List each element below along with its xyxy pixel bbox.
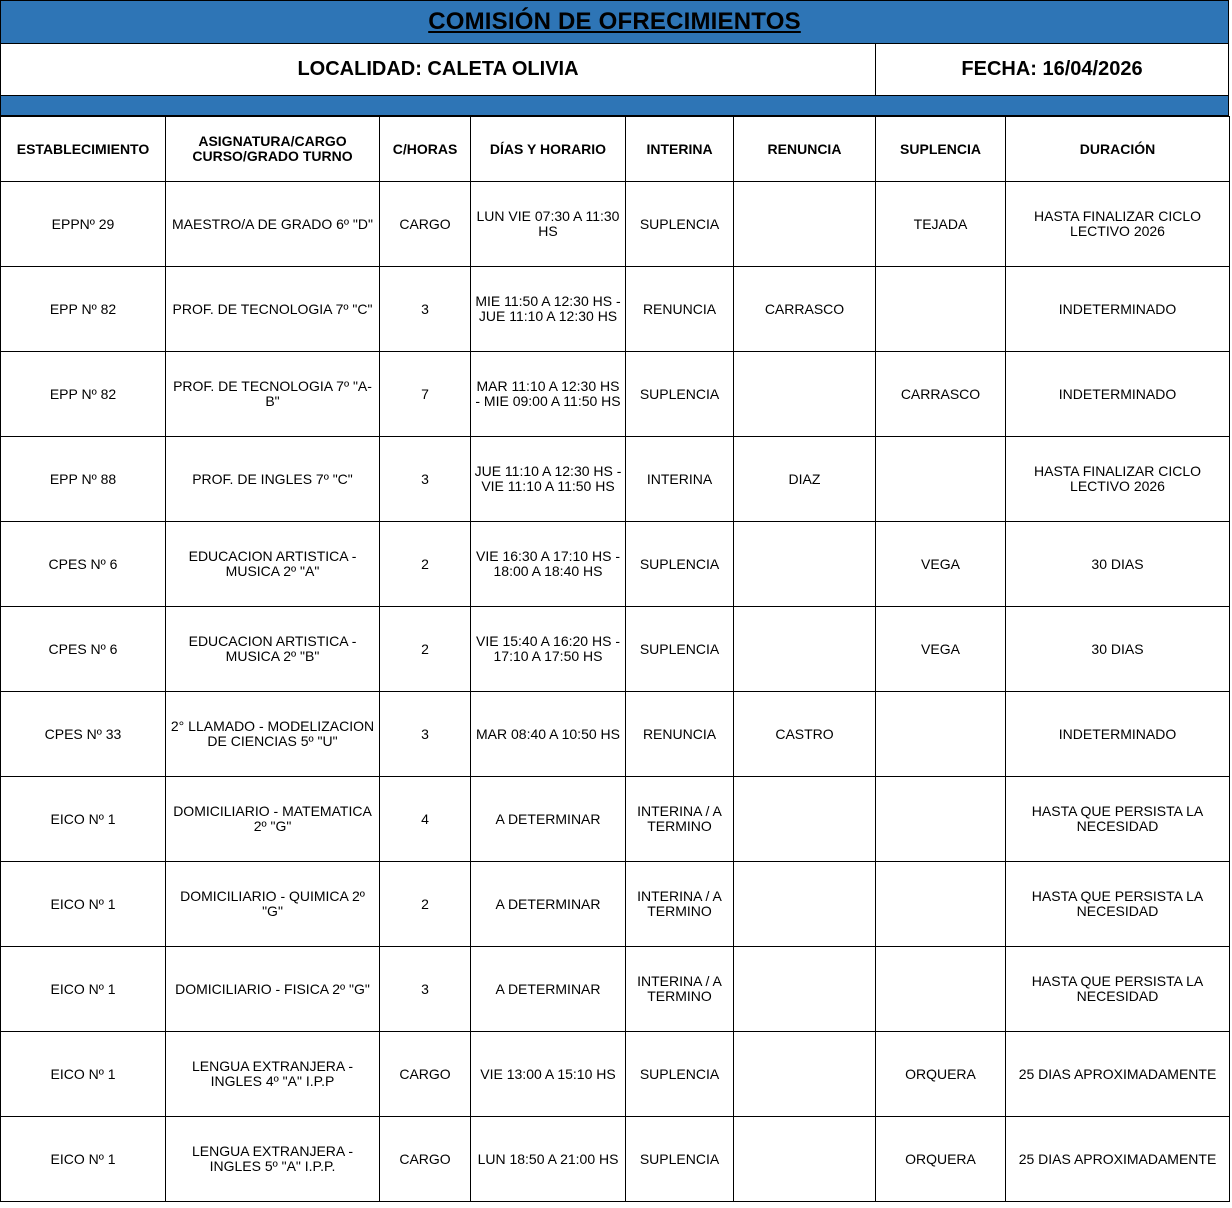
cell-horas: 2 <box>380 607 471 692</box>
cell-renuncia <box>734 862 876 947</box>
cell-establecimiento: CPES Nº 33 <box>1 692 166 777</box>
cell-asignatura: EDUCACION ARTISTICA - MUSICA 2º "B" <box>166 607 380 692</box>
cell-suplencia <box>876 777 1006 862</box>
cell-horario: LUN 18:50 A 21:00 HS <box>471 1117 626 1202</box>
cell-duracion: 25 DIAS APROXIMADAMENTE <box>1006 1117 1230 1202</box>
column-header: ESTABLECIMIENTO <box>1 117 166 182</box>
cell-interina: SUPLENCIA <box>626 1117 734 1202</box>
cell-suplencia <box>876 692 1006 777</box>
cell-renuncia <box>734 1032 876 1117</box>
cell-establecimiento: EICO Nº 1 <box>1 947 166 1032</box>
table-row <box>1 947 1230 1032</box>
cell-duracion: 25 DIAS APROXIMADAMENTE <box>1006 1032 1230 1117</box>
cell-renuncia: CARRASCO <box>734 267 876 352</box>
cell-horas: 4 <box>380 777 471 862</box>
cell-establecimiento: EPP Nº 88 <box>1 437 166 522</box>
cell-interina: SUPLENCIA <box>626 182 734 267</box>
cell-asignatura: LENGUA EXTRANJERA - INGLES 5º "A" I.P.P. <box>166 1117 380 1202</box>
table-row <box>1 182 1230 267</box>
cell-duracion: HASTA FINALIZAR CICLO LECTIVO 2026 <box>1006 182 1230 267</box>
cell-horario: MAR 08:40 A 10:50 HS <box>471 692 626 777</box>
cell-establecimiento: EICO Nº 1 <box>1 777 166 862</box>
column-header: DURACIÓN <box>1006 117 1230 182</box>
cell-asignatura: 2° LLAMADO - MODELIZACION DE CIENCIAS 5º "U" <box>166 692 380 777</box>
page-title: COMISIÓN DE OFRECIMIENTOS <box>428 8 801 35</box>
cell-suplencia <box>876 862 1006 947</box>
date-label: FECHA: 16/04/2026 <box>961 58 1143 80</box>
cell-duracion: INDETERMINADO <box>1006 352 1230 437</box>
cell-duracion: HASTA QUE PERSISTA LA NECESIDAD <box>1006 947 1230 1032</box>
cell-interina: INTERINA <box>626 437 734 522</box>
cell-renuncia <box>734 182 876 267</box>
cell-horario: A DETERMINAR <box>471 777 626 862</box>
cell-horario: A DETERMINAR <box>471 862 626 947</box>
table-row <box>1 692 1230 777</box>
cell-horario: LUN VIE 07:30 A 11:30 HS <box>471 182 626 267</box>
cell-interina: SUPLENCIA <box>626 607 734 692</box>
cell-horario: A DETERMINAR <box>471 947 626 1032</box>
cell-asignatura: DOMICILIARIO - QUIMICA 2º "G" <box>166 862 380 947</box>
cell-asignatura: PROF. DE TECNOLOGIA 7º "A-B" <box>166 352 380 437</box>
cell-renuncia <box>734 947 876 1032</box>
cell-asignatura: DOMICILIARIO - FISICA 2º "G" <box>166 947 380 1032</box>
cell-duracion: 30 DIAS <box>1006 522 1230 607</box>
cell-establecimiento: EPP Nº 82 <box>1 352 166 437</box>
cell-suplencia: VEGA <box>876 607 1006 692</box>
cell-duracion: 30 DIAS <box>1006 607 1230 692</box>
cell-suplencia <box>876 267 1006 352</box>
cell-establecimiento: EPP Nº 82 <box>1 267 166 352</box>
cell-horas: 2 <box>380 862 471 947</box>
cell-interina: SUPLENCIA <box>626 352 734 437</box>
cell-interina: SUPLENCIA <box>626 1032 734 1117</box>
cell-horas: 7 <box>380 352 471 437</box>
cell-renuncia <box>734 522 876 607</box>
column-header: SUPLENCIA <box>876 117 1006 182</box>
cell-duracion: HASTA QUE PERSISTA LA NECESIDAD <box>1006 777 1230 862</box>
cell-horario: MIE 11:50 A 12:30 HS - JUE 11:10 A 12:30 HS <box>471 267 626 352</box>
cell-suplencia: TEJADA <box>876 182 1006 267</box>
cell-establecimiento: CPES Nº 6 <box>1 607 166 692</box>
cell-renuncia: CASTRO <box>734 692 876 777</box>
cell-horas: 2 <box>380 522 471 607</box>
table-row <box>1 1117 1230 1202</box>
cell-establecimiento: EICO Nº 1 <box>1 1117 166 1202</box>
column-header: C/HORAS <box>380 117 471 182</box>
cell-interina: INTERINA / A TERMINO <box>626 777 734 862</box>
cell-duracion: INDETERMINADO <box>1006 267 1230 352</box>
cell-asignatura: LENGUA EXTRANJERA - INGLES 4º "A" I.P.P <box>166 1032 380 1117</box>
column-header: ASIGNATURA/CARGO CURSO/GRADO TURNO <box>166 117 380 182</box>
cell-asignatura: EDUCACION ARTISTICA - MUSICA 2º "A" <box>166 522 380 607</box>
cell-duracion: HASTA QUE PERSISTA LA NECESIDAD <box>1006 862 1230 947</box>
cell-establecimiento: CPES Nº 6 <box>1 522 166 607</box>
cell-horas: 3 <box>380 437 471 522</box>
cell-asignatura: PROF. DE INGLES 7º "C" <box>166 437 380 522</box>
cell-horario: VIE 16:30 A 17:10 HS - 18:00 A 18:40 HS <box>471 522 626 607</box>
table-row <box>1 862 1230 947</box>
offers-table <box>0 116 1230 1202</box>
cell-establecimiento: EICO Nº 1 <box>1 1032 166 1117</box>
cell-renuncia <box>734 607 876 692</box>
table-row <box>1 522 1230 607</box>
cell-horas: 3 <box>380 947 471 1032</box>
cell-horas: 3 <box>380 692 471 777</box>
cell-horario: VIE 13:00 A 15:10 HS <box>471 1032 626 1117</box>
info-row <box>0 44 1229 96</box>
cell-interina: RENUNCIA <box>626 267 734 352</box>
cell-interina: INTERINA / A TERMINO <box>626 947 734 1032</box>
cell-establecimiento: EICO Nº 1 <box>1 862 166 947</box>
column-header: DÍAS Y HORARIO <box>471 117 626 182</box>
cell-horas: CARGO <box>380 1117 471 1202</box>
column-header: INTERINA <box>626 117 734 182</box>
cell-horas: CARGO <box>380 182 471 267</box>
cell-suplencia <box>876 437 1006 522</box>
cell-interina: INTERINA / A TERMINO <box>626 862 734 947</box>
cell-asignatura: PROF. DE TECNOLOGIA 7º "C" <box>166 267 380 352</box>
cell-renuncia: DIAZ <box>734 437 876 522</box>
cell-interina: SUPLENCIA <box>626 522 734 607</box>
separator-band <box>0 96 1229 116</box>
table-row <box>1 777 1230 862</box>
column-header: RENUNCIA <box>734 117 876 182</box>
cell-renuncia <box>734 1117 876 1202</box>
cell-suplencia: ORQUERA <box>876 1032 1006 1117</box>
cell-suplencia: CARRASCO <box>876 352 1006 437</box>
cell-suplencia: ORQUERA <box>876 1117 1006 1202</box>
table-row <box>1 1032 1230 1117</box>
cell-renuncia <box>734 352 876 437</box>
table-row <box>1 267 1230 352</box>
table-row <box>1 352 1230 437</box>
cell-asignatura: DOMICILIARIO - MATEMATICA 2º "G" <box>166 777 380 862</box>
cell-establecimiento: EPPNº 29 <box>1 182 166 267</box>
table-body <box>1 182 1230 1202</box>
cell-horario: JUE 11:10 A 12:30 HS - VIE 11:10 A 11:50 HS <box>471 437 626 522</box>
title-bar <box>0 0 1229 44</box>
table-row <box>1 437 1230 522</box>
cell-horario: VIE 15:40 A 16:20 HS - 17:10 A 17:50 HS <box>471 607 626 692</box>
cell-suplencia: VEGA <box>876 522 1006 607</box>
cell-duracion: HASTA FINALIZAR CICLO LECTIVO 2026 <box>1006 437 1230 522</box>
table-row <box>1 607 1230 692</box>
cell-renuncia <box>734 777 876 862</box>
table-header-row <box>1 117 1230 182</box>
cell-horario: MAR 11:10 A 12:30 HS - MIE 09:00 A 11:50 HS <box>471 352 626 437</box>
cell-suplencia <box>876 947 1006 1032</box>
cell-horas: CARGO <box>380 1032 471 1117</box>
locality-label: LOCALIDAD: CALETA OLIVIA <box>1 44 876 95</box>
cell-interina: RENUNCIA <box>626 692 734 777</box>
cell-asignatura: MAESTRO/A DE GRADO 6º "D" <box>166 182 380 267</box>
cell-horas: 3 <box>380 267 471 352</box>
cell-duracion: INDETERMINADO <box>1006 692 1230 777</box>
